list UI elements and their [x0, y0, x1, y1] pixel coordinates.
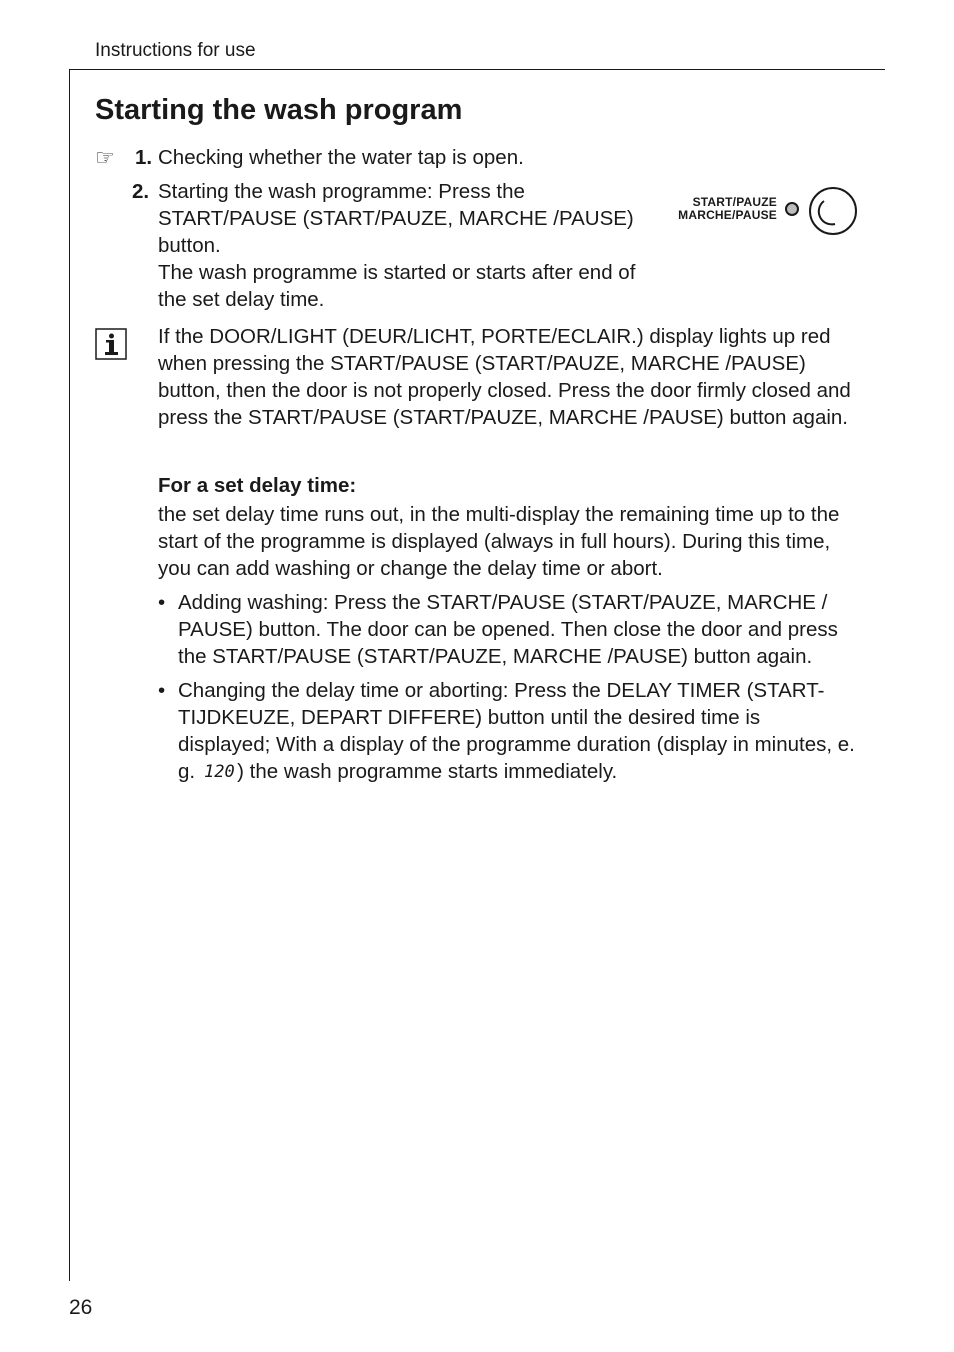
- step-number: 1.: [135, 146, 153, 169]
- info-icon: [95, 328, 127, 360]
- info-note: If the DOOR/LIGHT (DEUR/LICHT, PORTE/ECLAIR.) display lights up red when pressing the START/PAUSE (START/PAUZE, MARCHE /PAUSE) button, then the door is not properly closed. Press the door firmly closed and press the START/PAUSE (START/PAUZE, MARCHE /PAUSE) button again.: [158, 325, 851, 429]
- list-item-text: Changing the delay time or aborting: Press the DELAY TIMER (START-TIJDKEUZE, DEPART DIFFERE) button until the desired time is displayed; With a display of the programme duration (display in minutes, e. g.: [178, 679, 855, 783]
- pointing-hand-icon: ☞: [95, 145, 115, 170]
- list-item: [158, 589, 858, 670]
- step-followup: The wash programme is started or starts after end of the set delay time.: [158, 261, 636, 311]
- margin-rule: [69, 69, 70, 1281]
- running-header: Instructions for use: [95, 40, 256, 61]
- bullet-mark: •: [158, 679, 166, 702]
- button-label-line: START/PAUZE: [692, 195, 777, 209]
- step-text: Starting the wash programme: Press the START/PAUSE (START/PAUZE, MARCHE /PAUSE) button.: [158, 180, 634, 257]
- delay-options-list: [158, 589, 858, 792]
- start-pause-button-illustration: [664, 184, 864, 238]
- seven-segment-display: [203, 762, 237, 780]
- page-title: Starting the wash program: [95, 94, 463, 126]
- round-button-icon: [808, 186, 858, 236]
- page-number: 26: [69, 1296, 93, 1319]
- delay-description: the set delay time runs out, in the multi-display the remaining time up to the start of the programme is displayed (always in full hours). During this time, you can add washing or change the delay time or abort.: [158, 503, 840, 580]
- button-label: [678, 196, 777, 222]
- step-number: 2.: [132, 180, 150, 203]
- list-item: [158, 677, 858, 785]
- button-label-line: MARCHE/PAUSE: [678, 208, 777, 222]
- step-body: [158, 178, 638, 313]
- display-value: 120: [204, 762, 235, 780]
- indicator-led-icon: [785, 202, 799, 216]
- list-item-text: Adding washing: Press the START/PAUSE (START/PAUZE, MARCHE / PAUSE) button. The door can be opened. Then close the door and press the START/PAUSE (START/PAUZE, MARCHE /PAUSE) button again.: [178, 591, 838, 668]
- list-item-text: ) the wash programme starts immediately.: [237, 760, 618, 783]
- delay-heading: For a set delay time:: [158, 474, 357, 497]
- step-text: Checking whether the water tap is open.: [158, 146, 524, 169]
- header-rule: [69, 69, 885, 70]
- bullet-mark: •: [158, 591, 166, 614]
